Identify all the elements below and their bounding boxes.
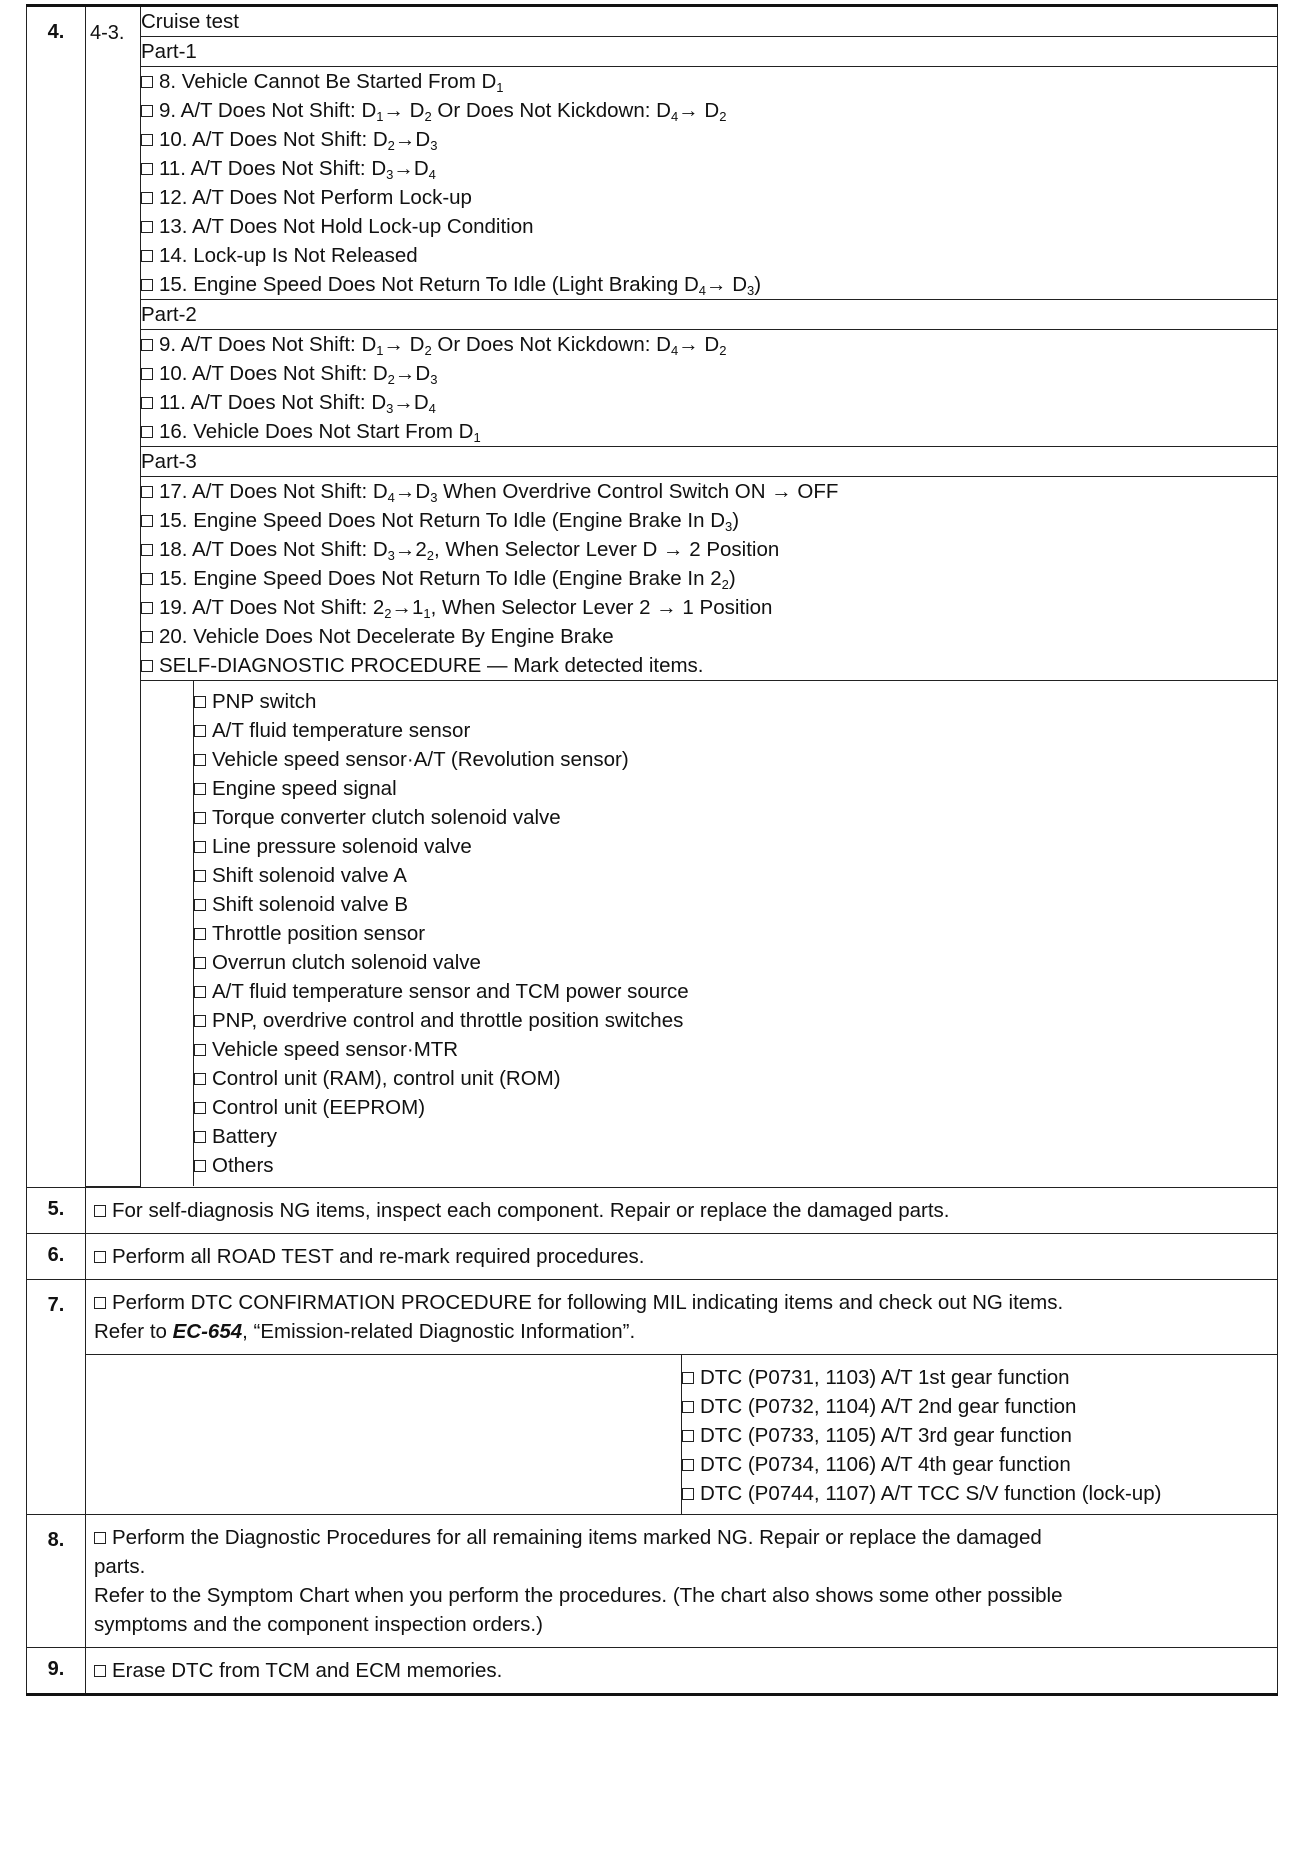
- checkbox[interactable]: [194, 986, 206, 998]
- checkbox[interactable]: [682, 1430, 694, 1442]
- item-text-segment: 3: [747, 283, 755, 298]
- item-text-segment: 1: [423, 606, 431, 621]
- item-label: Shift solenoid valve B: [212, 893, 409, 916]
- cruise-test-table: [86, 7, 1277, 1187]
- item-text-segment: 9. A/T Does Not Shift: D: [159, 333, 377, 356]
- item-label: Torque converter clutch solenoid valve: [212, 806, 561, 829]
- checkbox[interactable]: [194, 783, 206, 795]
- item-text-segment: →D: [394, 128, 431, 151]
- dtc-item: [682, 1392, 1277, 1421]
- item-label: DTC (P0734, 1106) A/T 4th gear function: [700, 1452, 1071, 1476]
- checkbox[interactable]: [194, 1102, 206, 1114]
- checkbox[interactable]: [141, 397, 153, 409]
- item-text-segment: , When Selector Lever 2 → 1 Position: [430, 596, 773, 619]
- item-text-segment: → D: [383, 99, 425, 122]
- dtc-item: [682, 1421, 1277, 1450]
- self-diagnostic-item: [194, 832, 1277, 861]
- item-text-segment: 17. A/T Does Not Shift: D: [159, 480, 388, 503]
- checklist-item: [141, 241, 1277, 270]
- checkbox[interactable]: [94, 1665, 106, 1677]
- checkbox[interactable]: [682, 1401, 694, 1413]
- self-diagnostic-item: [194, 919, 1277, 948]
- checklist-item: [141, 535, 1277, 564]
- checklist-item: [141, 96, 1277, 125]
- item-text-segment: 14. Lock-up Is Not Released: [159, 244, 418, 267]
- item-text-segment: 20. Vehicle Does Not Decelerate By Engine Brake: [159, 625, 614, 648]
- dtc-item: [682, 1479, 1277, 1508]
- item-text-segment: 4: [387, 490, 395, 505]
- checklist-item: [141, 622, 1277, 651]
- item-label: A/T fluid temperature sensor and TCM power source: [212, 980, 689, 1003]
- checklist-item: [141, 506, 1277, 535]
- item-label: Shift solenoid valve A: [212, 864, 407, 887]
- item-label: DTC (P0744, 1107) A/T TCC S/V function (lock-up): [700, 1481, 1162, 1505]
- item-label: Vehicle speed sensor·MTR: [212, 1038, 459, 1061]
- part-1-list: [141, 67, 1278, 300]
- item-text-segment: → D: [383, 333, 425, 356]
- item-text-segment: 4: [670, 109, 679, 124]
- item-label: Control unit (RAM), control unit (ROM): [212, 1067, 561, 1090]
- checklist-item: [141, 593, 1277, 622]
- checkbox[interactable]: [194, 841, 206, 853]
- checkbox[interactable]: [194, 1073, 206, 1085]
- checkbox[interactable]: [141, 279, 153, 291]
- item-label: DTC (P0732, 1104) A/T 2nd gear function: [700, 1394, 1077, 1418]
- checkbox[interactable]: [194, 725, 206, 737]
- checklist-item: [141, 154, 1277, 183]
- item-label: PNP, overdrive control and throttle position switches: [212, 1009, 684, 1032]
- item-text-segment: ): [728, 567, 736, 590]
- checklist-item: [141, 212, 1277, 241]
- step-8-row: 8. Perform the Diagnostic Procedures for all remaining items marked NG. Repair or replace the damaged parts. Refer to the Symptom Chart when you perform the procedures. (The chart also shows some other possible symptoms and the component inspection orders.): [27, 1514, 1278, 1647]
- part-3-list: [141, 477, 1278, 681]
- item-text-segment: 15. Engine Speed Does Not Return To Idle (Engine Brake In D: [159, 509, 725, 532]
- item-text-segment: 19. A/T Does Not Shift: 2: [159, 596, 385, 619]
- item-label: Engine speed signal: [212, 777, 397, 800]
- checkbox[interactable]: [194, 812, 206, 824]
- step-number: 8.: [27, 1514, 86, 1647]
- item-label: Overrun clutch solenoid valve: [212, 951, 481, 974]
- item-text-segment: 12. A/T Does Not Perform Lock-up: [159, 186, 472, 209]
- item-text-segment: 2: [424, 343, 432, 358]
- checklist-item: [141, 651, 1277, 680]
- step-9-row: [27, 1647, 1278, 1694]
- checklist-item: [141, 564, 1277, 593]
- checkbox[interactable]: [194, 928, 206, 940]
- checkbox[interactable]: [194, 1131, 206, 1143]
- item-text-segment: → D: [678, 99, 720, 122]
- checklist-item: [141, 388, 1277, 417]
- checklist-sheet: [26, 4, 1278, 1696]
- step-number: 5.: [27, 1187, 86, 1233]
- step-text: Perform DTC CONFIRMATION PROCEDURE for following MIL indicating items and check out NG items.: [112, 1290, 1064, 1314]
- checkbox[interactable]: [194, 899, 206, 911]
- checkbox[interactable]: [194, 870, 206, 882]
- item-text-segment: 3: [386, 167, 394, 182]
- item-text-segment: 2: [387, 138, 395, 153]
- diagnostic-checklist-table: [26, 4, 1278, 1696]
- checkbox[interactable]: [94, 1205, 106, 1217]
- checklist-item: [141, 183, 1277, 212]
- item-text-segment: 2: [384, 606, 392, 621]
- checklist-item: [141, 359, 1277, 388]
- checklist-item: [141, 417, 1277, 446]
- item-text-segment: 1: [376, 343, 384, 358]
- checkbox[interactable]: [141, 486, 153, 498]
- checkbox[interactable]: [141, 602, 153, 614]
- self-diagnostic-item: [194, 803, 1277, 832]
- item-text-segment: ): [732, 509, 740, 532]
- part-1-header: Part-1: [141, 37, 1278, 67]
- item-label: A/T fluid temperature sensor: [212, 719, 471, 742]
- item-text-segment: 3: [725, 519, 733, 534]
- item-label: DTC (P0733, 1105) A/T 3rd gear function: [700, 1423, 1072, 1447]
- item-text-segment: 4: [428, 401, 436, 416]
- item-text-segment: SELF-DIAGNOSTIC PROCEDURE — Mark detected items.: [159, 654, 704, 677]
- checkbox[interactable]: [194, 1160, 206, 1172]
- item-text-segment: 9. A/T Does Not Shift: D: [159, 99, 377, 122]
- checkbox[interactable]: [141, 660, 153, 672]
- checklist-item: [141, 330, 1277, 359]
- step-text: For self-diagnosis NG items, inspect each component. Repair or replace the damaged parts.: [112, 1198, 950, 1222]
- item-text-segment: →D: [394, 362, 431, 385]
- self-diagnostic-item: [194, 1093, 1277, 1122]
- checkbox[interactable]: [141, 192, 153, 204]
- step-text: Perform all ROAD TEST and re-mark required procedures.: [112, 1244, 645, 1268]
- item-text-segment: 3: [387, 548, 395, 563]
- self-diagnostic-item: [194, 716, 1277, 745]
- checkbox[interactable]: [141, 250, 153, 262]
- step-5-row: [27, 1187, 1278, 1233]
- checkbox[interactable]: [682, 1372, 694, 1384]
- item-text-segment: 11. A/T Does Not Shift: D: [159, 391, 387, 414]
- item-label: Vehicle speed sensor·A/T (Revolution sensor): [212, 748, 629, 771]
- part-3-header: Part-3: [141, 447, 1278, 477]
- item-text-segment: 1: [473, 430, 481, 445]
- item-text-segment: → D: [678, 333, 720, 356]
- item-text-segment: 2: [424, 109, 432, 124]
- item-text-segment: When Overdrive Control Switch ON → OFF: [437, 480, 839, 503]
- item-text-segment: ): [754, 273, 762, 296]
- self-diagnostic-item: [194, 1064, 1277, 1093]
- substep-number: 4-3.: [86, 7, 141, 1186]
- item-text-segment: →1: [391, 596, 424, 619]
- item-text-segment: 15. Engine Speed Does Not Return To Idle (Engine Brake In 2: [159, 567, 722, 590]
- step-4-row: [27, 6, 1278, 1188]
- item-text-segment: Or Does Not Kickdown: D: [431, 99, 671, 122]
- checkbox[interactable]: [194, 696, 206, 708]
- item-text-segment: Or Does Not Kickdown: D: [431, 333, 671, 356]
- part-2-list: [141, 330, 1278, 447]
- item-text-segment: 2: [719, 109, 727, 124]
- item-text-segment: 2: [719, 343, 727, 358]
- item-label: DTC (P0731, 1103) A/T 1st gear function: [700, 1365, 1070, 1389]
- dtc-list: [682, 1354, 1278, 1514]
- self-diagnostic-item: [194, 890, 1277, 919]
- item-text-segment: → D: [706, 273, 748, 296]
- checkbox[interactable]: [94, 1251, 106, 1263]
- checkbox[interactable]: [141, 544, 153, 556]
- self-diagnostic-item: [194, 1122, 1277, 1151]
- checklist-item: [141, 67, 1277, 96]
- item-text-segment: 4: [670, 343, 679, 358]
- item-text-segment: 10. A/T Does Not Shift: D: [159, 128, 388, 151]
- part-2-header: Part-2: [141, 300, 1278, 330]
- checkbox[interactable]: [141, 76, 153, 88]
- item-text-segment: 15. Engine Speed Does Not Return To Idle (Light Braking D: [159, 273, 699, 296]
- dtc-item: [682, 1450, 1277, 1479]
- item-text-segment: →D: [393, 157, 429, 180]
- step-number: 9.: [27, 1647, 86, 1694]
- checkbox[interactable]: [141, 221, 153, 233]
- item-text-segment: 1: [496, 80, 504, 95]
- checkbox[interactable]: [141, 573, 153, 585]
- item-label: Control unit (EEPROM): [212, 1096, 426, 1119]
- item-text-segment: 2: [426, 548, 435, 563]
- self-diagnostic-item: [194, 1006, 1277, 1035]
- step-6-row: [27, 1233, 1278, 1279]
- item-label: Battery: [212, 1125, 277, 1148]
- item-text-segment: 3: [430, 138, 438, 153]
- checkbox[interactable]: [141, 163, 153, 175]
- checklist-item: [141, 270, 1277, 299]
- dtc-item: [682, 1363, 1277, 1392]
- item-text-segment: 4: [698, 283, 707, 298]
- item-text-segment: 18. A/T Does Not Shift: D: [159, 538, 388, 561]
- checkbox[interactable]: [141, 368, 153, 380]
- item-text-segment: 3: [430, 490, 438, 505]
- item-text-segment: 10. A/T Does Not Shift: D: [159, 362, 388, 385]
- checkbox[interactable]: [141, 426, 153, 438]
- self-diagnostic-item: [194, 745, 1277, 774]
- self-diagnostic-table: [141, 681, 1277, 1186]
- item-text-segment: →D: [393, 391, 429, 414]
- step-number: 4.: [27, 6, 86, 1188]
- item-text-segment: 3: [430, 372, 438, 387]
- item-text-segment: 8. Vehicle Cannot Be Started From D: [159, 70, 497, 93]
- step-number: 6.: [27, 1233, 86, 1279]
- item-text-segment: →D: [394, 480, 431, 503]
- item-text-segment: 2: [721, 577, 729, 592]
- item-text-segment: 11. A/T Does Not Shift: D: [159, 157, 387, 180]
- checkbox[interactable]: [194, 957, 206, 969]
- step-text: Erase DTC from TCM and ECM memories.: [112, 1658, 503, 1682]
- step-7-row: 7. Perform DTC CONFIRMATION PROCEDURE for following MIL indicating items and check out NG items. Refer to EC-654, “Emission-related Diagnostic Information”. DTC (P0731, 1103) A/T 1st gear function DTC (P0732, 1104) A/T 2nd gear function DTC (P0733, 1105) A/T 3rd gear function DTC (P0734, 1106) A/T 4th gear function DTC (P0744, 1107) A/T TCC S/V function (lock-up): [27, 1279, 1278, 1514]
- checklist-item: [141, 477, 1277, 506]
- checkbox[interactable]: [141, 631, 153, 643]
- checkbox[interactable]: [94, 1297, 106, 1309]
- checklist-item: [141, 125, 1277, 154]
- checkbox[interactable]: [682, 1488, 694, 1500]
- item-text-segment: 16. Vehicle Does Not Start From D: [159, 420, 474, 443]
- self-diagnostic-item: [194, 1035, 1277, 1064]
- item-label: Others: [212, 1154, 274, 1177]
- self-diagnostic-item: [194, 977, 1277, 1006]
- checkbox[interactable]: [141, 105, 153, 117]
- checkbox[interactable]: [94, 1532, 106, 1544]
- checkbox[interactable]: [141, 339, 153, 351]
- item-text-segment: 2: [387, 372, 395, 387]
- reference-link[interactable]: EC-654: [172, 1319, 243, 1343]
- step-number: 7.: [27, 1279, 86, 1514]
- checkbox[interactable]: [194, 1015, 206, 1027]
- item-label: PNP switch: [212, 690, 317, 713]
- self-diagnostic-item: [194, 1151, 1277, 1180]
- checkbox[interactable]: [194, 1044, 206, 1056]
- checkbox[interactable]: [141, 134, 153, 146]
- item-text-segment: 13. A/T Does Not Hold Lock-up Condition: [159, 215, 534, 238]
- self-diagnostic-item: [194, 687, 1277, 716]
- item-text-segment: , When Selector Lever D → 2 Position: [434, 538, 780, 561]
- item-text-segment: →2: [394, 538, 427, 561]
- self-diagnostic-list: [194, 681, 1278, 1186]
- self-diagnostic-item: [194, 774, 1277, 803]
- item-text-segment: 4: [428, 167, 436, 182]
- item-text-segment: 3: [386, 401, 394, 416]
- self-diagnostic-item: [194, 948, 1277, 977]
- substep-title: Cruise test: [141, 7, 1278, 37]
- checkbox[interactable]: [194, 754, 206, 766]
- checkbox[interactable]: [141, 515, 153, 527]
- checkbox[interactable]: [682, 1459, 694, 1471]
- item-label: Throttle position sensor: [212, 922, 426, 945]
- self-diagnostic-item: [194, 861, 1277, 890]
- item-text-segment: 1: [376, 109, 384, 124]
- item-label: Line pressure solenoid valve: [212, 835, 472, 858]
